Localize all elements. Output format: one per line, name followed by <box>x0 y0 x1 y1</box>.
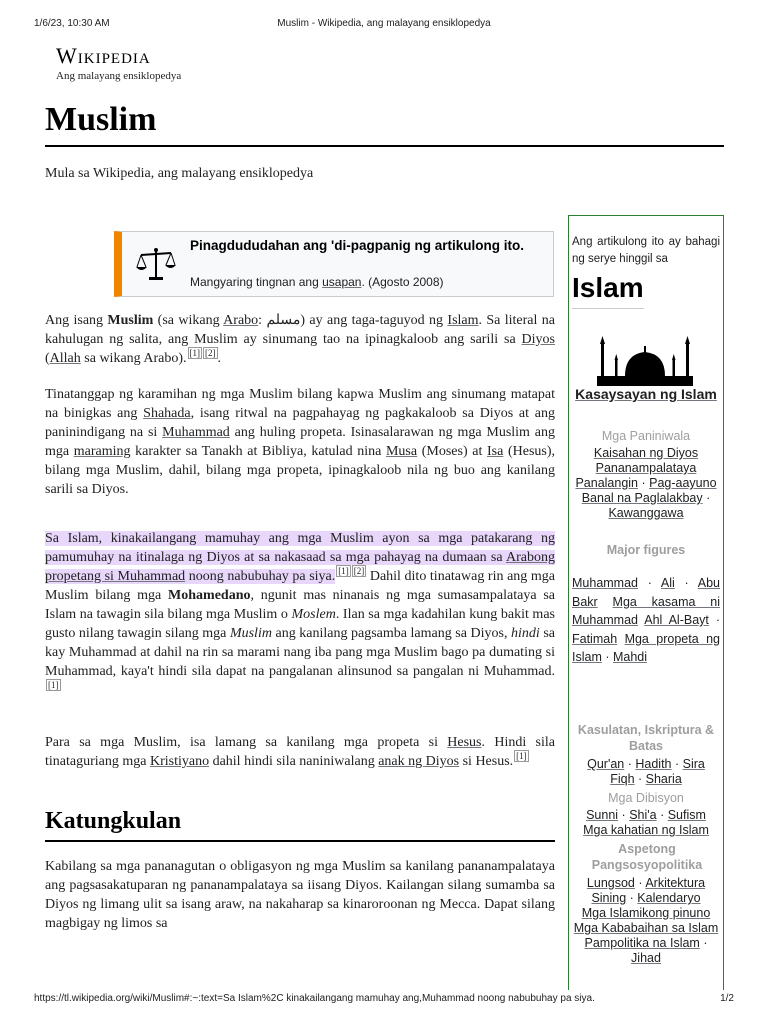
link-panalangin[interactable]: Panalangin <box>575 476 639 490</box>
sidebar-head-kasulatan: Kasulatan, Iskriptura & Batas <box>577 723 715 753</box>
link-kababaihan[interactable]: Mga Kababaihan sa Islam <box>573 921 719 935</box>
article-paragraph-3: Sa Islam, kinakailangang mamuhay ang mga Muslim ayon sa mga patakarang ng pamumuhay na itinalaga ng Diyos at sa nakasaad sa mga pahayag na dumaan sa Arabong propetang si Muhammad noong nabubuhay pa siya. [1] [2] Dahil dito tinatawag rin ang mga Muslim bilang mga Mohamedano, ngunit mas ninanais ng mga sumasampalataya sa Islam na tawagin sila bilang mga Muslim o Moslem. Ilan sa mga kadahilan kung bakit mas gusto nilang tawagin silang mga Muslim ang kanilang pagsamba lamang sa Diyos, hindi sa kay Muhammad at dahil na rin sa marami nang iba pang mga Muslim bago pa dumating si Muhammad, kaya't hindi sila dapat na pangalanan alinsunod sa pangalan ni Muhammad.[1] <box>45 531 555 690</box>
link-arabong-propeta[interactable]: Arabong propetang si Muhammad <box>45 550 555 584</box>
citation-1[interactable]: [1] <box>516 751 527 761</box>
sidebar-section-figures: Muhammad · Ali · Abu Bakr Mga kasama ni Muhammad Ahl Al-Bayt · Fatimah Mga propeta ng Islam · Mahdi <box>572 576 721 664</box>
sidebar-section-paniniwala: Kaisahan ng Diyos Pananampalataya Panalangin · Pag-aayuno Banal na Paglalakbay · Kawanggawa <box>575 446 717 520</box>
link-arabo[interactable]: Arabo <box>223 313 259 328</box>
link-musa[interactable]: Musa <box>385 444 418 459</box>
sidebar-section-kasulatan: Qur'an · Hadith · Sira Fiqh · Sharia <box>587 757 705 786</box>
talk-link[interactable]: usapan <box>322 275 362 289</box>
sidebar-section-dibisyon: Sunni · Shi'a · Sufism Mga kahatian ng Islam <box>583 808 709 837</box>
link-mga-kahatian[interactable]: Mga kahatian ng Islam <box>583 823 709 837</box>
link-pananampalataya[interactable]: Pananampalataya <box>595 461 697 475</box>
link-mga-kasama[interactable]: Mga kasama ni Muhammad <box>572 594 720 627</box>
title-divider <box>45 145 724 147</box>
sidebar-head-paniniwala: Mga Paniniwala <box>601 429 691 443</box>
notice-title: Pinagdududahan ang 'di-pagpanig ng artikulong ito. <box>190 238 524 253</box>
link-kristiyano[interactable]: Kristiyano <box>149 754 210 769</box>
print-header <box>34 18 734 32</box>
link-banal-na-paglalakbay[interactable]: Banal na Paglalakbay <box>581 491 703 505</box>
article-paragraph-1: Ang isang Muslim (sa wikang Arabo: مسلم) ay ang taga-taguyod ng Islam. Sa literal na kahulugan ng salita, ang Muslim ay sinumang tao na ipinagkaloob ang sarili sa Diyos (Allah sa wikang Arabo). [1] [2] . <box>45 313 555 366</box>
link-hadith[interactable]: Hadith <box>635 757 672 771</box>
link-kalendaryo[interactable]: Kalendaryo <box>637 891 701 905</box>
link-pag-aayuno[interactable]: Pag-aayuno <box>649 476 717 490</box>
citation-2[interactable]: [2] <box>353 566 365 576</box>
article-paragraph-4: Para sa mga Muslim, isa lamang sa kanilang mga propeta si Hesus. Hindi sila tinataguriang mga Kristiyano dahil hindi sila naniniwalang anak ng Diyos si Hesus. [1] <box>45 735 555 769</box>
link-arkitektura[interactable]: Arkitektura <box>645 876 706 890</box>
sidebar-head-figures: Major figures <box>606 543 686 557</box>
article-paragraph-5: Kabilang sa mga pananagutan o obligasyon ng mga Muslim sa kanilang pananampalataya ang pagsasakatuparan ng pananampalataya sa iisang Diyos. Kailangan silang sumamba sa Diyos ng limang ulit sa isang araw, na nakaharap sa kinaroroonan ng Mecca. Dapat silang magbigay ng limos sa <box>45 859 555 931</box>
scale-icon <box>136 246 176 282</box>
section-heading-katungkulan: Katungkulan <box>45 808 182 834</box>
logo-tagline: Ang malayang ensiklopedya <box>56 70 182 82</box>
print-footer <box>34 993 734 1004</box>
link-hesus[interactable]: Hesus <box>447 735 482 750</box>
logo-wordmark: Wikipedia <box>56 43 151 68</box>
link-shia[interactable]: Shi'a <box>629 808 657 822</box>
link-islam[interactable]: Islam <box>447 313 479 328</box>
link-abu-bakr[interactable]: Abu Bakr <box>572 576 720 609</box>
notice-text: Mangyaring tingnan ang usapan. (Agosto 2008) <box>190 275 444 289</box>
wikipedia-logo[interactable] <box>56 44 186 83</box>
link-sharia[interactable]: Sharia <box>645 772 682 786</box>
print-datetime: 1/6/23, 10:30 AM <box>34 18 110 29</box>
page-title: Muslim <box>45 101 157 138</box>
link-quran[interactable]: Qur'an <box>587 757 625 771</box>
sidebar-kasaysayan[interactable]: Kasaysayan ng Islam <box>575 386 717 402</box>
citation-2[interactable]: [2] <box>205 348 216 358</box>
link-fiqh[interactable]: Fiqh <box>610 772 635 786</box>
link-shahada[interactable]: Shahada <box>143 406 191 421</box>
link-isa[interactable]: Isa <box>487 444 504 459</box>
citation-1[interactable]: [1] <box>189 348 201 358</box>
link-lungsod[interactable]: Lungsod <box>586 876 635 890</box>
link-maraming[interactable]: maraming <box>73 444 131 459</box>
print-page-number: 1/2 <box>720 993 734 1004</box>
sidebar-head-dibisyon: Mga Dibisyon <box>608 791 684 805</box>
link-jihad[interactable]: Jihad <box>631 951 661 965</box>
link-kawanggawa[interactable]: Kawanggawa <box>608 506 684 520</box>
highlighted-text: Sa Islam, kinakailangang mamuhay ang mga Muslim ayon sa mga patakarang ng pamumuhay na itinalaga ng Diyos at sa nakasaad sa mga pahayag na dumaan sa Arabong propetang si Muhammad noong nabubuhay pa siya. <box>45 531 555 584</box>
link-kaisahan[interactable]: Kaisahan ng Diyos <box>593 446 699 460</box>
citation-1[interactable]: [1] <box>338 566 349 576</box>
neutrality-notice <box>114 231 554 297</box>
link-anak-ng-diyos[interactable]: anak ng Diyos <box>378 754 460 769</box>
mosque-icon <box>595 336 695 388</box>
sidebar-title[interactable]: Islam <box>572 270 644 309</box>
print-page-title: Muslim - Wikipedia, ang malayang ensiklopedya <box>277 18 491 29</box>
link-fatimah[interactable]: Fatimah <box>572 631 618 646</box>
link-ali[interactable]: Ali <box>660 576 675 590</box>
section-divider <box>45 840 555 842</box>
print-url: https://tl.wikipedia.org/wiki/Muslim#:~:text=Sa Islam%2C kinakailangang mamuhay ang,Muhammad noong nabubuhay pa siya. <box>34 993 595 1004</box>
sidebar-section-aspetong: Lungsod · Arkitektura Sining · Kalendaryo Mga Islamikong pinuno Mga Kababaihan sa Islam Pampolitika na Islam · Jihad <box>573 876 719 965</box>
sidebar-intro: Ang artikulong ito ay bahagi ng serye hinggil sa <box>572 236 720 265</box>
link-allah[interactable]: Allah <box>49 351 81 366</box>
link-sining[interactable]: Sining <box>591 891 627 905</box>
link-mahdi[interactable]: Mahdi <box>612 650 648 664</box>
link-ahl-al-bayt[interactable]: Ahl Al-Bayt <box>644 613 709 627</box>
link-islamikong-pinuno[interactable]: Mga Islamikong pinuno <box>581 906 711 920</box>
link-sufism[interactable]: Sufism <box>667 808 706 822</box>
page-subtitle: Mula sa Wikipedia, ang malayang ensiklopedya <box>45 166 314 181</box>
sidebar-head-aspetong: Aspetong Pangsosyopolitika <box>591 842 703 872</box>
citation-1[interactable]: [1] <box>48 680 59 690</box>
link-muhammad-sidebar[interactable]: Muhammad <box>572 576 638 590</box>
link-diyos[interactable]: Diyos <box>521 332 555 347</box>
link-sunni[interactable]: Sunni <box>586 808 619 822</box>
link-pampolitika[interactable]: Pampolitika na Islam <box>584 936 700 950</box>
link-mga-propeta[interactable]: Mga propeta ng Islam <box>572 631 720 664</box>
islam-series-sidebar <box>568 215 724 990</box>
article-paragraph-2: Tinatanggap ng karamihan ng mga Muslim bilang kapwa Muslim ang sinumang matapat na binigkas ang Shahada, isang ritwal na pagpahayag ng pagkakaloob sa Diyos at ang paninindigang na si Muhammad ang huling propeta. Isinasalarawan ng mga Muslim ang mga maraming karakter sa Tanakh at Bibliya, katulad nina Musa (Moses) at Isa (Hesus), bilang mga Muslim, dahil, bilang mga propeta, ipinagkaloob nila ng buo ang kanilang sarili sa Diyos. <box>45 387 556 497</box>
link-sira[interactable]: Sira <box>682 757 705 771</box>
link-muhammad[interactable]: Muhammad <box>162 425 230 440</box>
